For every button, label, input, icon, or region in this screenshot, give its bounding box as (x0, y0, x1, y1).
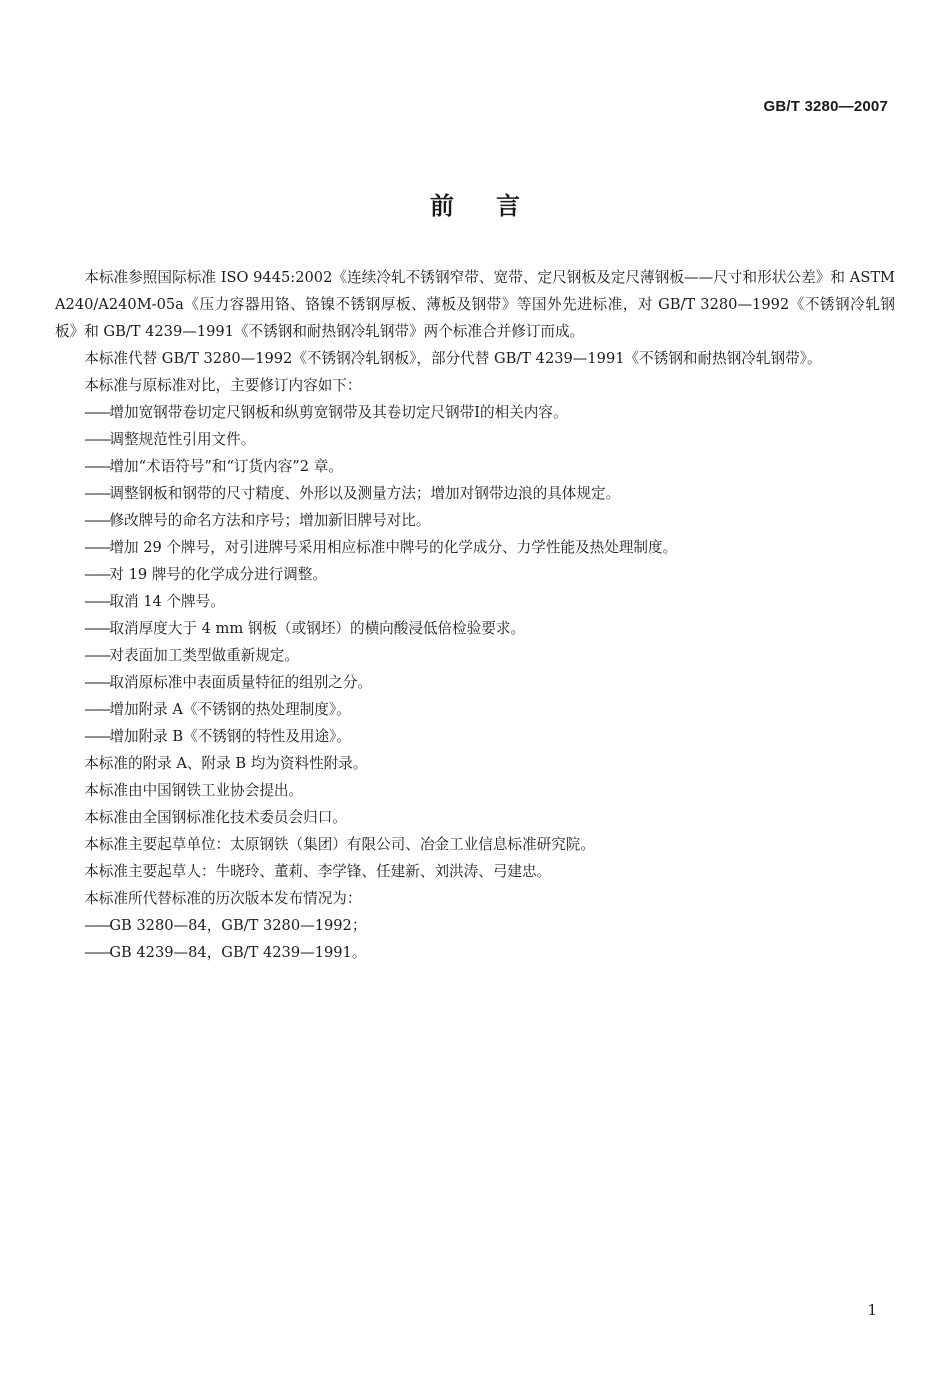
history-intro: 本标准所代替标准的历次版本发布情况为： (84, 890, 362, 907)
revision-text: 对表面加工类型做重新规定。 (109, 647, 300, 664)
committee-note: 本标准由全国钢标准化技术委员会归口。 (84, 809, 347, 826)
dash-mark: —— (84, 647, 110, 664)
history-item (55, 912, 895, 939)
revision-text: 增加宽钢带卷切定尺钢板和纵剪宽钢带及其卷切定尺钢带Ⅰ的相关内容。 (109, 404, 568, 421)
revision-text: 增加附录 B《不锈钢的特性及用途》。 (109, 728, 351, 745)
revision-item (55, 642, 895, 669)
history-text: GB 3280—84，GB/T 3280—1992； (109, 917, 367, 934)
dash-mark: —— (84, 917, 110, 934)
revision-item (55, 480, 895, 507)
dash-mark: —— (84, 404, 110, 421)
revision-item (55, 669, 895, 696)
revision-text: 取消 14 个牌号。 (109, 593, 225, 610)
drafters-note: 本标准主要起草人：牛晓玲、董莉、李学锋、任建新、刘洪涛、弓建忠。 (84, 863, 552, 880)
revision-item (55, 588, 895, 615)
revision-item (55, 723, 895, 750)
revision-text: 调整规范性引用文件。 (109, 431, 256, 448)
page-number: 1 (867, 1301, 877, 1319)
history-text: GB 4239—84，GB/T 4239—1991。 (109, 944, 367, 961)
revision-text: 增加 29 个牌号，对引进牌号采用相应标准中牌号的化学成分、力学性能及热处理制度。 (109, 539, 678, 556)
revision-text: 对 19 牌号的化学成分进行调整。 (109, 566, 327, 583)
page-title: 前言 (430, 192, 562, 220)
appendix-note: 本标准的附录 A、附录 B 均为资料性附录。 (84, 755, 368, 772)
dash-mark: —— (84, 701, 110, 718)
standard-code-header: GB/T 3280—2007 (763, 98, 888, 115)
dash-mark: —— (84, 728, 110, 745)
history-item (55, 939, 895, 966)
dash-mark: —— (84, 539, 110, 556)
revision-text: 取消原标准中表面质量特征的组别之分。 (109, 674, 373, 691)
revision-item (55, 399, 895, 426)
dash-mark: —— (84, 512, 110, 529)
dash-mark: —— (84, 674, 110, 691)
foreword-body (55, 264, 895, 966)
revision-text: 调整钢板和钢带的尺寸精度、外形以及测量方法；增加对钢带边浪的具体规定。 (109, 485, 621, 502)
drafting-units-note: 本标准主要起草单位：太原钢铁（集团）有限公司、冶金工业信息标准研究院。 (84, 836, 595, 853)
revision-item (55, 534, 895, 561)
replacement-paragraph: 本标准代替 GB/T 3280—1992《不锈钢冷轧钢板》，部分代替 GB/T 4239—1991《不锈钢和耐热钢冷轧钢带》。 (84, 350, 822, 367)
revision-intro-paragraph: 本标准与原标准对比，主要修订内容如下： (84, 377, 362, 394)
dash-mark: —— (84, 566, 110, 583)
revision-item (55, 426, 895, 453)
dash-mark: —— (84, 458, 110, 475)
revision-item (55, 696, 895, 723)
revision-text: 修改牌号的命名方法和序号；增加新旧牌号对比。 (109, 512, 431, 529)
dash-mark: —— (84, 620, 110, 637)
revision-item (55, 561, 895, 588)
dash-mark: —— (84, 485, 110, 502)
revision-item (55, 507, 895, 534)
dash-mark: —— (84, 944, 110, 961)
dash-mark: —— (84, 593, 110, 610)
revision-text: 取消厚度大于 4 mm 钢板（或钢坯）的横向酸浸低倍检验要求。 (109, 620, 526, 637)
revision-item (55, 453, 895, 480)
revision-text: 增加附录 A《不锈钢的热处理制度》。 (109, 701, 351, 718)
revision-text: 增加“术语符号”和“订货内容”2 章。 (109, 458, 343, 475)
dash-mark: —— (84, 431, 110, 448)
revision-item (55, 615, 895, 642)
intro-paragraph: 本标准参照国际标准 ISO 9445:2002《连续冷轧不锈钢窄带、宽带、定尺钢板及定尺薄钢板——尺寸和形状公差》和 ASTM A240/A240M-05a《压力容器用铬、铬镍不锈钢厚板、薄板及钢带》等国外先进标准，对 GB/T 3280—1992《不锈钢冷轧钢板》和 GB/T 4239—1991《不锈钢和耐热钢冷轧钢带》两个标准合并修订而成。 (55, 269, 895, 340)
proposer-note: 本标准由中国钢铁工业协会提出。 (84, 782, 304, 799)
